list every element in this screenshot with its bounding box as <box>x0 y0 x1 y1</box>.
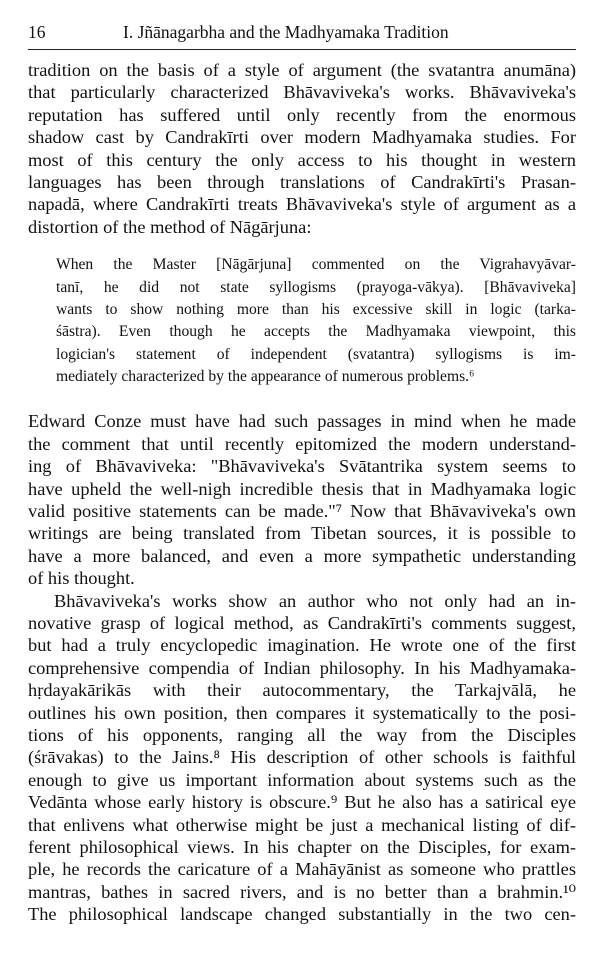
text-line: outlines his own position, then compares it systematically to the posi- <box>28 702 576 723</box>
text-line: that enlivens what otherwise might be just a mechanical listing of dif- <box>28 814 576 835</box>
quote-line: When the Master [Nāgārjuna] commented on the Vigrahavyāvar- <box>56 256 576 274</box>
text-line: tradition on the basis of a style of argument (the svatantra anumāna) <box>28 60 576 80</box>
text-line: mantras, bathes in sacred rivers, and is no better than a brahmin.¹⁰ <box>28 881 576 902</box>
text-line: Vedānta whose early history is obscure.⁹ But he also has a satirical eye <box>28 792 576 813</box>
book-page <box>28 22 576 925</box>
block-quote <box>56 254 576 388</box>
spacer <box>28 402 576 410</box>
text-line: ple, he records the caricature of a Mahāyānist as someone who prattles <box>28 859 576 880</box>
running-head: I. Jñānagarbha and the Madhyamaka Tradition <box>123 22 449 42</box>
text-line: Bhāvaviveka's works show an author who not only had an in- <box>54 590 576 611</box>
text-line: tions of his opponents, ranging all the way from the Disciples <box>28 724 576 745</box>
text-line: ferent philosophical views. In his chapter on the Disciples, for exam- <box>28 836 576 857</box>
paragraph-2 <box>28 410 576 589</box>
text-line: have a more balanced, and even a more sympathetic understanding <box>28 545 576 566</box>
text-line: enough to give us important information about systems such as the <box>28 769 576 790</box>
text-line: reputation has suffered until only recently from the enormous <box>28 104 576 125</box>
text-line: that particularly characterized Bhāvaviveka's works. Bhāvaviveka's <box>28 82 576 103</box>
text-line: (śrāvakas) to the Jains.⁸ His description of other schools is faithful <box>28 747 576 768</box>
quote-line: tanī, he did not state syllogisms (prayoga-vākya). [Bhāvaviveka] <box>56 278 576 296</box>
text-line: hṛdayakārikās with their autocommentary, the Tarkajvālā, he <box>28 680 576 701</box>
text-line: of his thought. <box>28 568 135 589</box>
header-rule <box>28 49 576 50</box>
text-line: languages has been through translations of Candrakīrti's Prasan- <box>28 171 576 192</box>
text-line: have upheld the well-nigh incredible thesis that in Madhyamaka logic <box>28 478 576 499</box>
text-line: the comment that until recently epitomized the modern understand- <box>28 433 576 454</box>
text-line: shadow cast by Candrakīrti over modern Madhyamaka studies. For <box>28 127 576 148</box>
text-line: valid positive statements can be made."⁷ Now that Bhāvaviveka's own <box>28 501 576 522</box>
text-line: writings are being translated from Tibetan sources, it is possible to <box>28 523 576 544</box>
quote-line: śāstra). Even though he accepts the Madhyamaka viewpoint, this <box>56 323 576 341</box>
text-line: comprehensive compendia of Indian philosophy. In his Madhyamaka- <box>28 657 576 678</box>
text-line: but had a truly encyclopedic imagination. He wrote one of the first <box>28 635 576 656</box>
text-line: novative grasp of logical method, as Candrakīrti's comments suggest, <box>28 612 576 633</box>
text-line: Edward Conze must have had such passages in mind when he made <box>28 411 576 432</box>
paragraph-1 <box>28 59 576 238</box>
text-line: The philosophical landscape changed substantially in the two cen- <box>28 904 576 925</box>
text-line: napadā, where Candrakīrti treats Bhāvaviveka's style of argument as a <box>28 194 576 215</box>
page-number: 16 <box>28 22 46 42</box>
quote-line: wants to show nothing more than his excessive skill in logic (tarka- <box>56 300 576 318</box>
quote-line: mediately characterized by the appearance of numerous problems.⁶ <box>56 368 475 386</box>
text-line: most of this century the only access to his thought in western <box>28 149 576 170</box>
paragraph-3 <box>28 590 576 926</box>
quote-line: logician's statement of independent (svatantra) syllogisms is im- <box>56 345 576 363</box>
page-body <box>28 59 576 925</box>
page-header <box>28 22 576 46</box>
text-line: ing of Bhāvaviveka: "Bhāvaviveka's Svātantrika system seems to <box>28 456 576 477</box>
text-line: distortion of the method of Nāgārjuna: <box>28 216 312 237</box>
